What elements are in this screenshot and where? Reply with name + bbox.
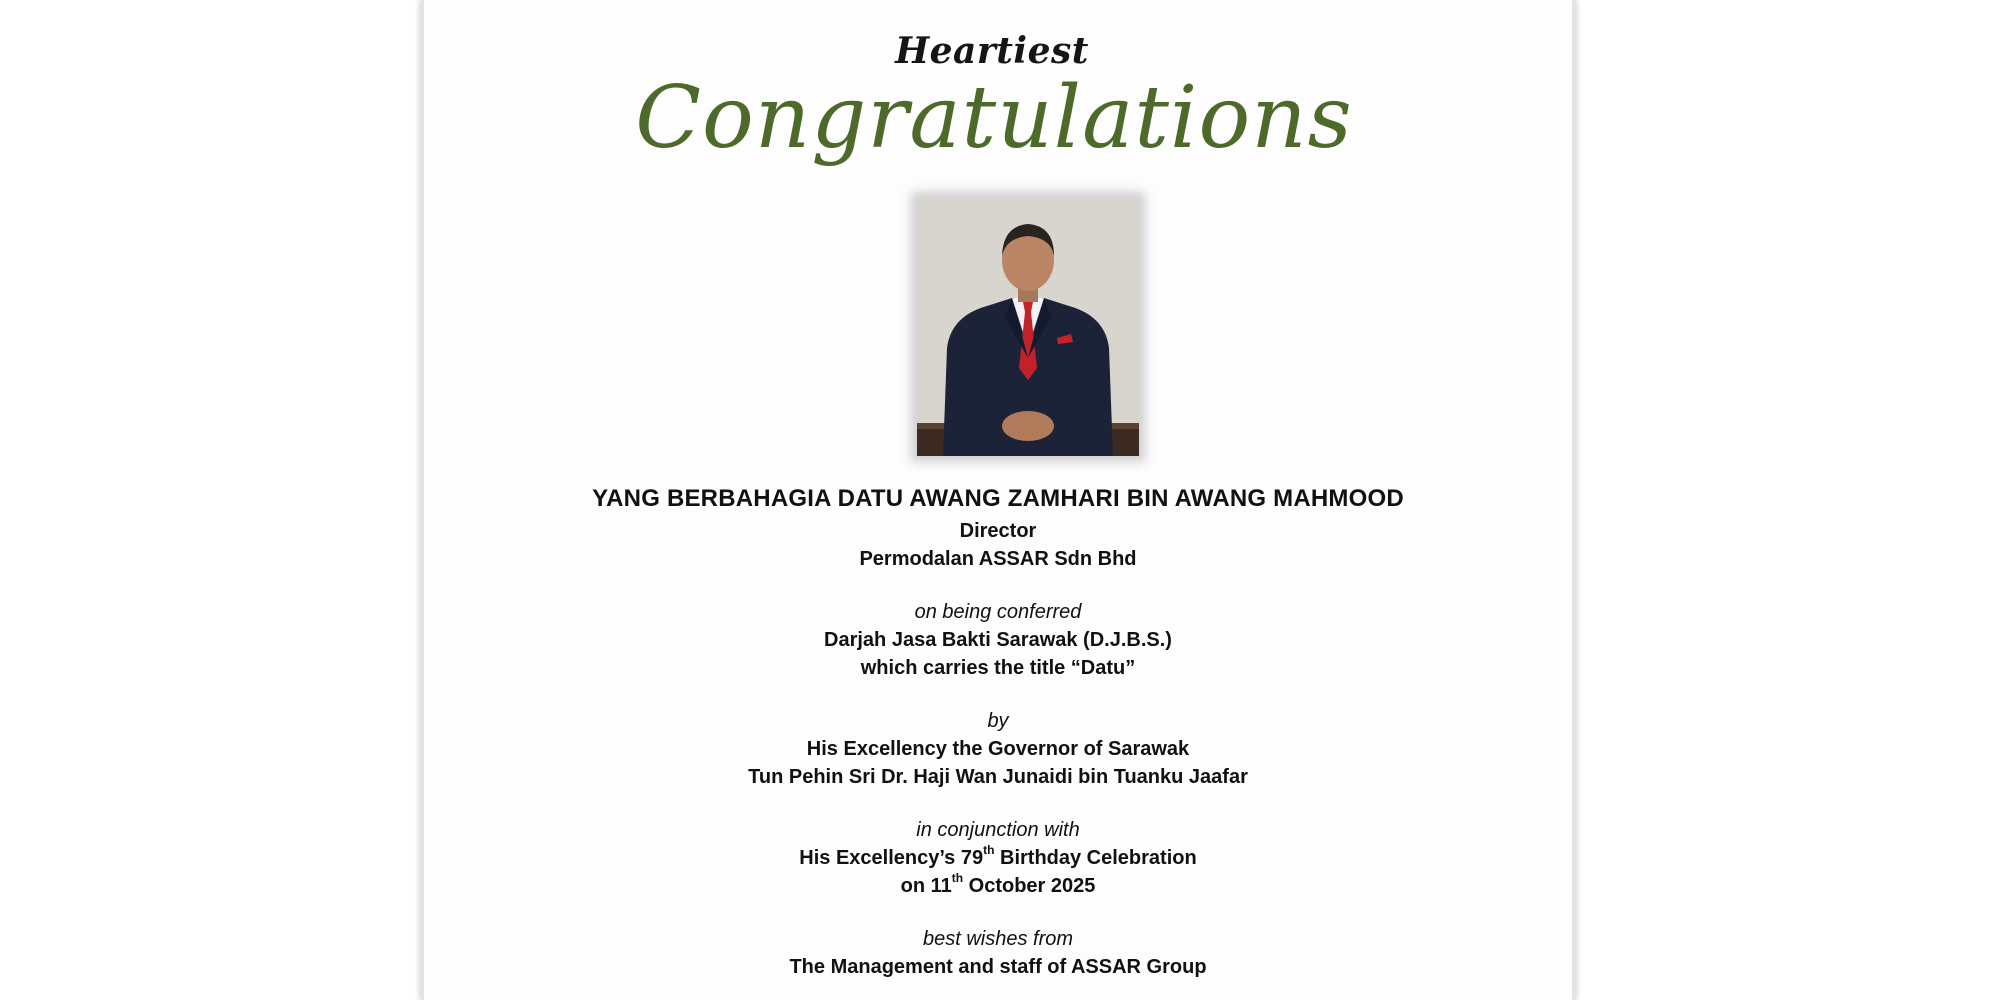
award-intro: on being conferred — [914, 601, 1082, 623]
award-title: Darjah Jasa Bakti Sarawak (D.J.B.S.) — [824, 629, 1172, 651]
occasion-intro: in conjunction with — [916, 819, 1080, 841]
heartiest-heading: Heartiest — [895, 30, 1089, 72]
honoree-company: Permodalan ASSAR Sdn Bhd — [859, 548, 1137, 570]
closing-from: The Management and staff of ASSAR Group — [789, 956, 1207, 978]
conferrer-office: His Excellency the Governor of Sarawak — [806, 738, 1190, 760]
honoree-portrait — [917, 198, 1139, 456]
conferrer-intro: by — [987, 710, 1009, 732]
document-page — [421, 0, 1575, 1000]
conferrer-name: Tun Pehin Sri Dr. Haji Wan Junaidi bin Tuanku Jaafar — [748, 766, 1248, 788]
honoree-position: Director — [959, 520, 1037, 542]
occasion-date: on 11th October 2025 — [900, 871, 1096, 897]
occasion-celebration: His Excellency’s 79th Birthday Celebration — [799, 843, 1197, 869]
closing-intro: best wishes from — [922, 928, 1074, 950]
award-carries-title: which carries the title “Datu” — [860, 657, 1136, 679]
congratulations-heading: Congratulations — [635, 68, 1353, 168]
honoree-name: YANG BERBAHAGIA DATU AWANG ZAMHARI BIN AWANG MAHMOOD — [592, 485, 1404, 512]
